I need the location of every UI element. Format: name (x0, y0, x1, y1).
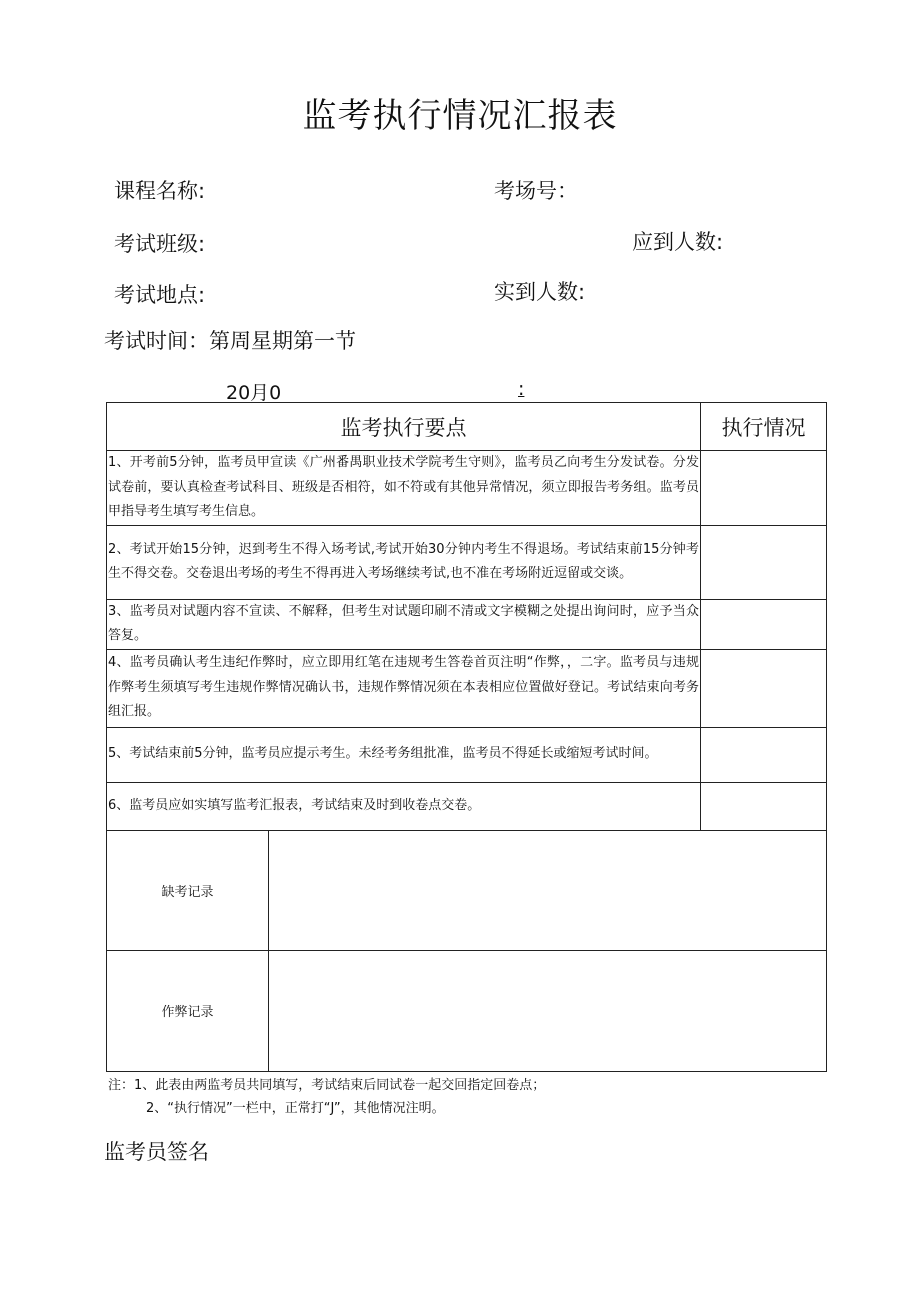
item-3-status-cell[interactable] (701, 599, 827, 649)
date-colon: : (518, 378, 525, 400)
table-row (107, 782, 827, 830)
item-5-text: 5、考试结束前5分钟，监考员应提示考生。未经考务组批准，监考员不得延长或缩短考试时间。 (107, 727, 701, 782)
table-row (107, 451, 827, 526)
item-1-text: 1、开考前5分钟，监考员甲宣读《广州番禺职业技术学院考生守则》，监考员乙向考生分发试卷。分发试卷前，要认真检查考试科目、班级是否相符，如不符或有其他异常情况，须立即报告考务组。监考员甲指导考生填写考生信息。 (107, 451, 701, 526)
cheating-record-label: 作弊记录 (107, 950, 269, 1071)
note-1: 注：1、此表由两监考员共同填写，考试结束后同试卷一起交回指定回卷点； (108, 1078, 546, 1093)
header-status: 执行情况 (701, 403, 827, 451)
item-1-status-cell[interactable] (701, 451, 827, 526)
room-number-label: 考场号： (494, 179, 578, 203)
note-2: 2、“执行情况”一栏中，正常打“J”，其他情况注明。 (146, 1101, 445, 1116)
absence-record-label: 缺考记录 (107, 830, 269, 950)
exam-place-label: 考试地点: (114, 283, 206, 307)
page-title: 监考执行情况汇报表 (302, 96, 618, 136)
table-row (107, 649, 827, 727)
cheating-record-field[interactable] (269, 950, 827, 1071)
expected-count-label: 应到人数: (632, 230, 724, 254)
table-row (107, 727, 827, 782)
cheating-record-row (107, 950, 827, 1071)
table-header-row (107, 403, 827, 451)
absence-record-row (107, 830, 827, 950)
absence-record-field[interactable] (269, 830, 827, 950)
exam-class-label: 考试班级: (114, 232, 206, 256)
table-row (107, 525, 827, 599)
course-name-label: 课程名称: (114, 179, 206, 203)
table-row (107, 599, 827, 649)
item-6-status-cell[interactable] (701, 782, 827, 830)
actual-count-label: 实到人数: (494, 280, 586, 304)
header-points: 监考执行要点 (107, 403, 701, 451)
item-4-status-cell[interactable] (701, 649, 827, 727)
item-2-status-cell[interactable] (701, 525, 827, 599)
item-3-text: 3、监考员对试题内容不宣读、不解释，但考生对试题印刷不清或文字模糊之处提出询问时，应予当众答复。 (107, 599, 701, 649)
signature-label: 监考员签名 (104, 1140, 209, 1164)
item-4-text: 4、监考员确认考生违纪作弊时，应立即用红笔在违规考生答卷首页注明“作弊，，二字。监考员与违规作弊考生须填写考生违规作弊情况确认书，违规作弊情况须在本表相应位置做好登记。考试结束向考务组汇报。 (107, 649, 701, 727)
item-5-status-cell[interactable] (701, 727, 827, 782)
exam-time-label: 考试时间：第周星期第一节 (104, 329, 356, 353)
item-6-text: 6、监考员应如实填写监考汇报表，考试结束及时到收卷点交卷。 (107, 782, 701, 830)
date-line: 20月0 (226, 382, 282, 404)
item-2-text: 2、考试开始15分钟，迟到考生不得入场考试,考试开始30分钟内考生不得退场。考试结束前15分钟考生不得交卷。交卷退出考场的考生不得再进入考场继续考试,也不准在考场附近逗留或交谈。 (107, 525, 701, 599)
supervision-table (106, 402, 827, 1072)
